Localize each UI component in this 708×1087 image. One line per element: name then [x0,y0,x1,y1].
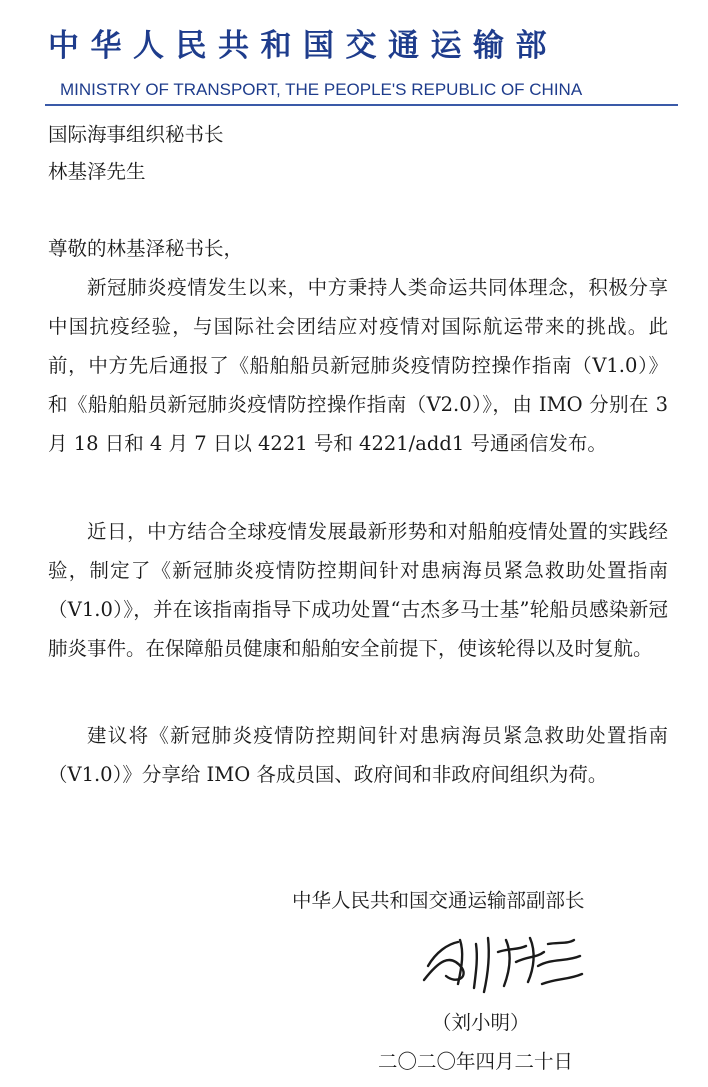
handwritten-signature [418,922,588,994]
ministry-name-chinese: 中华人民共和国交通运输部 [48,28,558,64]
body-paragraph-2: 近日，中方结合全球疫情发展最新形势和对船舶疫情处置的实践经验，制定了《新冠肺炎疫情防控期间针对患病海员紧急救助处置指南（V1.0）》，并在该指南指导下成功处置“古杰多马士基”轮船员感染新冠肺炎事件。在保障船员健康和船舶安全前提下，使该轮得以及时复航。 [48,520,668,660]
letter-date: 二〇二〇年四月二十日 [378,1050,574,1073]
letterhead [0,0,708,110]
recipient-organization: 国际海事组织秘书长 [48,123,224,146]
signatory-title: 中华人民共和国交通运输部副部长 [292,889,585,912]
body-paragraph-1: 新冠肺炎疫情发生以来，中方秉持人类命运共同体理念，积极分享中国抗疫经验，与国际社会团结应对疫情对国际航运带来的挑战。此前，中方先后通报了《船舶船员新冠肺炎疫情防控操作指南（V1.0）》和《船舶船员新冠肺炎疫情防控操作指南（V2.0）》，由 IMO 分别在 3 月 18 日和 4 月 7 日以 4221 号和 4221/add1 号通函信发布。 [48,276,668,455]
salutation: 尊敬的林基泽秘书长， [48,237,244,260]
signatory-name: （刘小明） [432,1011,530,1034]
letterhead-divider [45,104,678,106]
body-paragraph-3: 建议将《新冠肺炎疫情防控期间针对患病海员紧急救助处置指南（V1.0）》分享给 IMO 各成员国、政府间和非政府间组织为荷。 [48,724,668,786]
recipient-name: 林基泽先生 [48,160,146,183]
ministry-name-english: MINISTRY OF TRANSPORT, THE PEOPLE'S REPUBLIC OF CHINA [60,80,583,99]
